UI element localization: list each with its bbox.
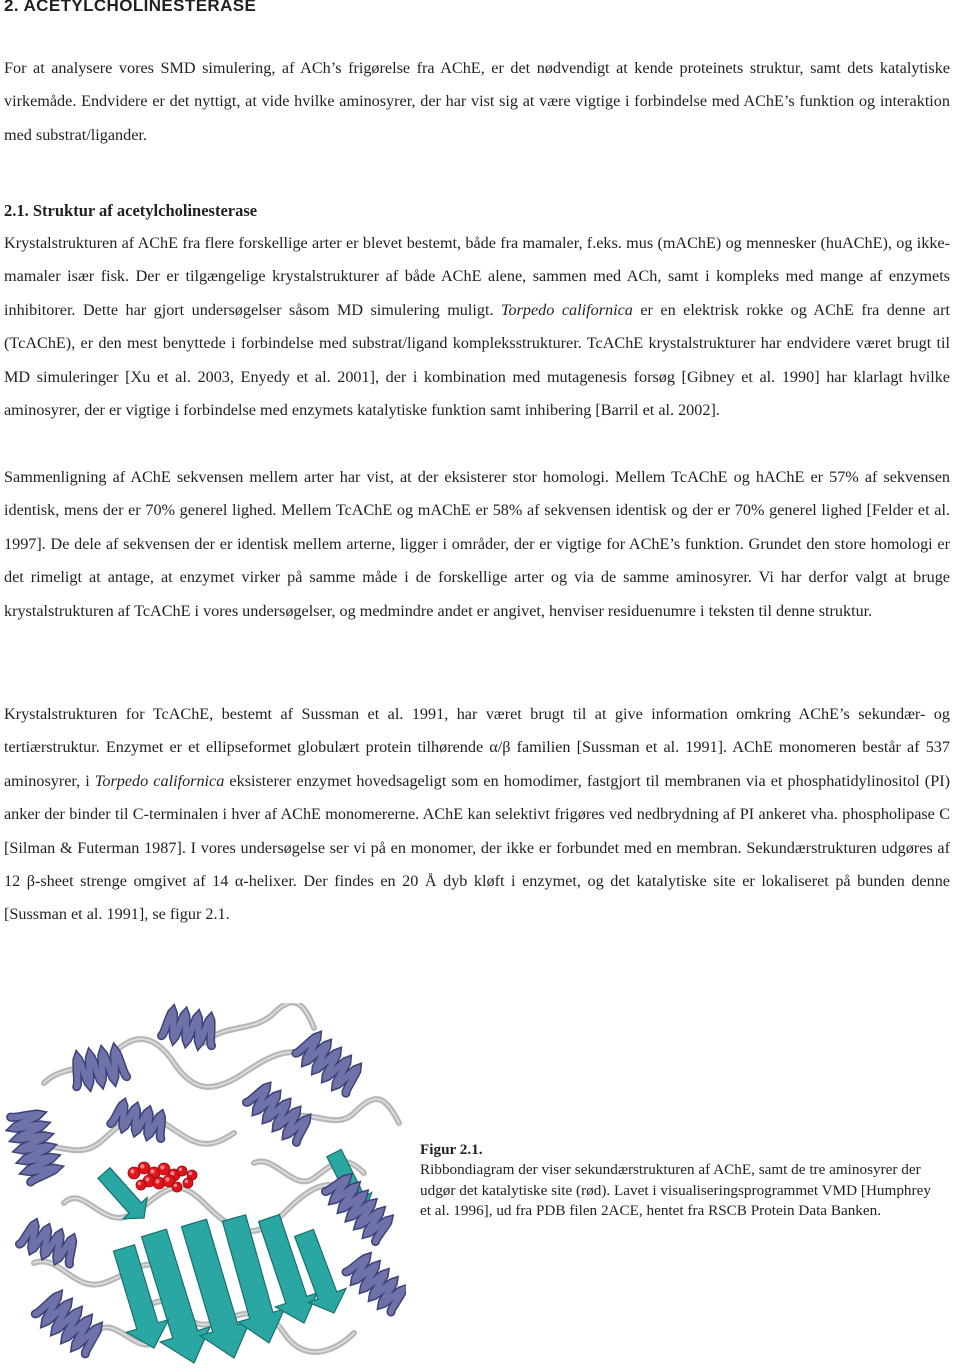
section-paragraph-1	[4, 227, 950, 427]
atom-highlight	[140, 1164, 144, 1168]
alpha-helix	[326, 1179, 389, 1242]
atom-highlight	[160, 1165, 164, 1169]
active-site-atom	[172, 1182, 182, 1192]
atom-highlight	[138, 1182, 142, 1186]
paragraph-text: er en elektrisk rokke og AChE fra denne art (TcAChE), er den mest benyttede i forbindelse med substrat/ligand kompleksstrukturer. TcAChE krystalstrukturer har endvidere været brugt til MD simuleringer [Xu et al. 2003, Enyedy et al. 2001], der i kombination med mutagenesis forsøg [Gibney et al. 1990] har klarlagt hvilke aminosyrer, der er vigtige i forbindelse med enzymets katalytiske funktion samt inhibering [Barril et al. 2002].	[4, 300, 950, 420]
coil-highlight	[204, 1003, 314, 1043]
paragraph-text: Krystalstrukturen for TcAChE, bestemt af Sussman et al. 1991, har været brugt til at give information omkring AChE’s sekundær- og tertiærstruktur. Enzymet er et ellipseformet globulært protein tilhørende α/β familien [Sussman et al. 1991]. AChE monomeren består af 537 aminosyrer, i	[4, 705, 950, 790]
catalytic-site	[128, 1162, 197, 1192]
section-paragraph-3	[4, 698, 950, 932]
alpha-helix	[35, 1296, 97, 1354]
coil-highlight	[64, 1185, 364, 1231]
figure-caption-text: Ribbondiagram der viser sekundærstrukturen af AChE, samt de tre aminosyrer der udgør det katalytiske site (rød). Lavet i visualiseringsprogrammet VMD [Humphrey et al. 1996], ud fra PDB filen 2ACE, hentet fra RSCB Protein Data Banken.	[420, 1161, 931, 1219]
atom-highlight	[185, 1180, 189, 1184]
atom-highlight	[174, 1184, 178, 1188]
section-title: 2.1. Struktur af acetylcholinesterase	[4, 201, 258, 220]
chapter-title: 2. ACETYLCHOLINESTERASE	[4, 0, 257, 15]
atom-highlight	[165, 1177, 169, 1181]
atom-highlight	[145, 1177, 149, 1181]
species-name: Torpedo californica	[501, 300, 633, 319]
intro-paragraph: For at analysere vores SMD simulering, af ACh’s frigørelse fra AChE, er det nødvendigt at kende proteinets struktur, samt dets katalytiske virkemåde. Endvidere er det nyttigt, at vide hvilke aminosyrer, der har vist sig at være vigtige i forbindelse med AChE’s funktion og interaktion med substrat/ligander.	[4, 59, 950, 144]
atom-highlight	[155, 1179, 159, 1183]
coil-strand	[64, 1185, 364, 1231]
figure-label: Figur 2.1.	[420, 1141, 483, 1158]
figure-caption	[420, 1140, 940, 1221]
atom-highlight	[130, 1169, 134, 1173]
atom-highlight	[170, 1171, 174, 1175]
active-site-atom	[177, 1166, 187, 1176]
atom-highlight	[179, 1168, 183, 1172]
species-name: Torpedo californica	[94, 771, 225, 790]
ribbon-diagram-image	[4, 1003, 406, 1365]
paragraph-text: Krystalstrukturen af AChE fra flere forskellige arter er blevet bestemt, både fra mamaler, f.eks. mus (mAChE) og mennesker (huAChE), og ikke-mamaler især fisk. Der er tilgængelige krystalstrukturer af både AChE alene, sammen med ACh, samt i kompleks med mange af enzymets inhibitorer. Dette har gjort undersøgelser såsom MD simulering muligt.	[4, 234, 950, 319]
protein-ribbon-figure	[4, 1003, 406, 1365]
section-paragraph-2: Sammenligning af AChE sekvensen mellem arter har vist, at der eksisterer stor homologi. Mellem TcAChE og hAChE er 57% af sekvensen identisk, mens der er 70% generel lighed. Mellem TcAChE og mAChE er 58% af sekvensen identisk og der er 70% generel lighed [Felder et al. 1997]. De dele af sekvensen der er identisk mellem arterne, ligger i områder, der er vigtige for AChE’s funktion. Grundet den store homologi er det rimeligt at antage, at enzymet virker på samme måde i de forskellige arter og via de samme aminosyrer. Vi har derfor valgt at bruge krystalstrukturen af TcAChE i vores undersøgelser, og medmindre andet er angivet, henviser residuenumre i teksten til denne struktur.	[4, 468, 950, 620]
atom-highlight	[150, 1169, 154, 1173]
active-site-atom	[183, 1178, 193, 1188]
atom-highlight	[189, 1172, 193, 1176]
paragraph-text: eksisterer enzymet hovedsageligt som en homodimer, fastgjort til membranen via et phosphatidylinositol (PI) anker der binder til C-terminalen i hver af AChE monomererne. AChE kan selektivt frigøres ved nedbrydning af PI ankeret vha. phospholipase C [Silman & Futerman 1987]. I vores undersøgelse ser vi på en monomer, der ikke er forbundet med en membran. Sekundærstrukturen udgøres af 12 β-sheet strenge omgivet af 14 α-helixer. Der findes en 20 Å dyb kløft i enzymet, og det katalytiske site er lokaliseret på bunden denne [Sussman et al. 1991], se figur 2.1.	[4, 771, 950, 924]
active-site-atom	[136, 1180, 146, 1190]
